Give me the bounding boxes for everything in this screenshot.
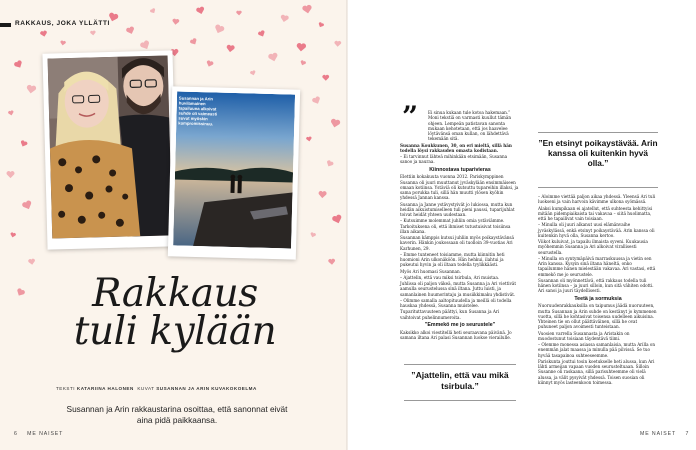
heart-icon [60,40,67,47]
credit-photo-author: SUSANNAN JA ARIN KUVAKOKOELMA [156,386,257,391]
heart-icon [6,170,15,179]
heart-icon [212,22,226,36]
title-line-2: tuli kylään [73,309,277,354]
folio-left-page: 6 [14,431,18,437]
heart-icon [301,3,313,15]
folio-right-magazine: ME NAISET [640,431,677,437]
pullquote-rule-bottom [404,400,516,401]
col1-paragraph: Susannan kämppis kutsui juhliin myös poikaystävänsä kaverin. Hänkin joukossaan oli tuolloin 39-vuotias Ari Karhunen, 29. [400,235,515,251]
lake-sunset-photo [168,86,300,259]
col1-paragraph: Kaksikko alkoi viestitellä heti seuraavana päivänä. Jo samana iltana Ari palasi Susannan luokse vierailulle. [400,329,512,340]
subheading-seurustele: ”Emmekö me jo seurustele” [424,321,496,328]
heart-icon [19,139,29,149]
credits [56,386,257,391]
col2-paragraph: Susannan oli myönnettävä, että rakkaus todella tuli hänen kotiinsa – ja juuri silloin, kun sitä vähiten odotti. Ari sanoi ja juuri täydellisesti. [538,277,654,294]
heart-icon [189,37,199,47]
heart-icon [125,25,137,37]
heart-icon [299,59,307,67]
heart-icon [39,29,48,38]
heart-icon [267,51,280,64]
heart-icon [322,74,330,82]
heart-icon [205,59,215,69]
col2-paragraph: – Olemme monessa asiassa samanlaisia, mutta Arilla on enemmän jalat maassa ja minulla pää pilvissä. Se tuo hyvää tasapainoa suhteeseemme. [538,342,656,358]
folio-right [640,431,689,437]
col2-paragraph: Alaksi kumpikaan ei ajatellut, että suhteesta kehittyisi mitään pidempiaikaista tai vakavaa – siitä huolimatta, että he tapailivat vain toisiaan. [538,205,653,221]
heart-icon [279,13,290,24]
col1-paragraph: Susanna Koukkunen, 30, on eri mieltä, sillä hän todella löysi rakkauden omasta kodistaan. [400,142,512,153]
col1-paragraph: Juhlissa oli paljon väkeä, mutta Susanna ja Ari viettivät aamulla seurustelussa sinä iltana. Juttu luisti, ja samanlainen huumorintaju ja musiikkimaku yhdistivät. [400,281,517,297]
photo-caption: Susannan ja Arin huvilamainen tapailuuna alkoivat suhde oli vaimeasti suvut myöskin kompromissinuu. [178,95,218,127]
heart-icon [25,83,37,95]
heart-icon [249,69,257,77]
pullquote-bottom: ”Ajattelin, että vau mikä tsirbula.” [411,370,509,391]
heart-icon [306,136,313,143]
heart-icon [257,29,267,39]
heart-icon [329,117,342,130]
title-line-1: Rakkaus [92,271,258,316]
credit-photo-label: KUVAT [137,386,155,391]
heart-icon [328,258,336,266]
heart-icon [325,159,335,169]
heart-icon [7,109,14,116]
heart-icon [9,231,16,238]
credit-text-author: KATARIINA HALONEN [76,386,134,391]
credit-text-label: TEKSTI [56,386,76,391]
column-2 [538,194,658,386]
intro-paragraph: Ei sinua kukaan tule kotoa hakemaan.” Moni tekstiä on varmasti kuullut tämän ohjeen. Lempeän patistavan sanonta mukaan kehotetaan, että jos haavelee löytävänsä oman kullan, on lähdettävä tekemään sitä. [428,110,511,142]
heart-icon [149,7,157,15]
heart-icon [14,286,26,298]
heart-icon [317,21,325,29]
col2-paragraph: Viikot kuluivat, ja tapailu ilmaista syveni. Kuukausia myöhemmin Susanna ja Ari alkoivat virallisesti seurustella. [538,239,648,255]
heart-icon [172,18,180,26]
col1-paragraph: – Ei tarvinnut lähteä mihinkään etsimään, Susanna sanoo ja nauraa. [400,154,508,165]
article-title [60,271,290,354]
column-1 [400,110,520,341]
section-bar [0,23,11,27]
heart-icon [311,95,323,107]
heart-icon [236,10,242,16]
col2-paragraph: – Minulla oli juuri alkanut uusi elämänvaihe jyväskylässä, enkä etsinyt poikaystävää. Arin kanssa oli kuitenkin hyvä olla, Susanna kertoo. [538,222,655,238]
col1-paragraph: Myös Ari huomasi Susannan. [400,268,461,274]
section-label: RAKKAUS, JOKA YLLÄTTI [15,20,110,27]
heart-icon [296,42,307,53]
heart-icon [20,198,34,212]
lead-paragraph: Susannan ja Arin rakkaustarina osoittaa, että sanonnat eivät aina pidä paikkaansa. [66,404,288,425]
heart-icon [225,43,235,53]
col1-paragraph: – Kutsuimme molemmat juhliin omia ystäviämme. Tarkoituksena oli, että ihmiset tutustuisivat toisiinsa illan aikana. [400,218,511,234]
heart-icon [27,257,36,266]
col2-paragraph: – Minulla on syntymäpäivä marraskuussa ja vietin sen Arin kanssa. Kysyin sinä iltana häneltä, onko tapailumme hänen mielestään vakavaa. Ari vastasi, että emmekö me jo seurustele. [538,255,656,277]
col1-paragraph: – Ajattelin, että vau miksi tsirbula, Ari muistaa. [400,274,500,280]
pullquote-top: ”En etsinyt poikaystävää. Arin kanssa oli kuitenkin hyvä olla.” [538,138,658,169]
pullquote-top-rule-top [538,132,658,133]
folio-left-magazine: ME NAISET [27,431,64,437]
col1-paragraph: – Olimme samalla aaltopituudella ja meillä oli todella hauskaa yhdessä, Susanna muistelee. [400,297,512,308]
col2-paragraph: Vuosien varrella Susannasta ja Aristakin on muodostunut toisiaan täydentävä tiimi. [538,330,630,341]
heart-icon [90,30,97,37]
col1-paragraph: Susanna ja Janne ystävystyivät jo lukiossa, mutta kun heidän aikuistumiselleen tuli pieni paussi, tuparijuhlat toivat heidät yhteen uudestaan. [400,201,515,217]
col2-paragraph: – Aloimme viettää paljon aikaa yhdessä. Yleensä Ari tuli luokseni ja vain harvoin kävimme ulkona syömässä. [538,194,656,205]
col2-paragraph: Pariskunta jouttui tosin koetukselle heti alussa, kun Ari lähti armeijan vapaan vuoden seurusteltuaan. Silloin Susanne oli raskaana, sillä parisuhteemme oli vielä alussa, ja välit pysyivät yhdessä. Toisen suosian oli kiinnyt myös lasteenkoon toimessa. [538,358,655,385]
heart-icon [12,58,24,70]
pullquote-rule-top [404,364,516,365]
couple-selfie-image [48,55,173,238]
pullquote-top-rule-bottom [538,187,658,188]
subheading-teeta: Teetä ja sormuksia [574,295,622,302]
col1-paragraph: – Emme tunteneet toisiamme, mutta kiinnitin heti huomioni Arin ulkonäköön. Hän hehkui, ilahtui ja pukeutui hyvin ja oli iltaan todella tyylikkäästi. [400,251,505,268]
couple-selfie-photo [42,50,177,249]
col2-paragraph: Nuoruudenrakkauksilla on taipumus jäädä nuoruuteen, mutta Susannan ja Arin suhde on kestänyt jo kymmenen vuotta, sillä he kohtasivat toisensa uudelleen aikuisina. Yhteinen tie on ollut päättäväinen, sillä he ovat puhuneet paljon avoimesti tunteistaan. [538,303,657,330]
heart-icon [309,231,317,239]
col1-paragraph: Tuparituttavuuteen päättyi, kun Susanna ja Ari vaihtoivat puhelinnumeroita. [400,309,500,320]
heart-icon [334,40,342,48]
heart-icon [318,190,328,200]
opening-quote-mark: ” [402,100,419,133]
folio-left [14,431,63,437]
folio-right-page: 7 [685,431,690,437]
heart-icon [195,5,206,16]
col1-paragraph: Elettiin kokakuuta vuonna 2012. Pariskymppinen Susanna oli juuri muuttanut jyväskylään ensimmäiseen omaan kotiinsa. Ystäviä oli kutsuttu tupareihin illaksi, ja sama porukka tuli, sillä hän muutti ylösen kyöhin yhdessä Jannan kanssa. [400,174,519,201]
heart-icon [331,213,344,226]
subheading-kiinnostava: Kiinnostava tuparivieras [429,166,491,173]
